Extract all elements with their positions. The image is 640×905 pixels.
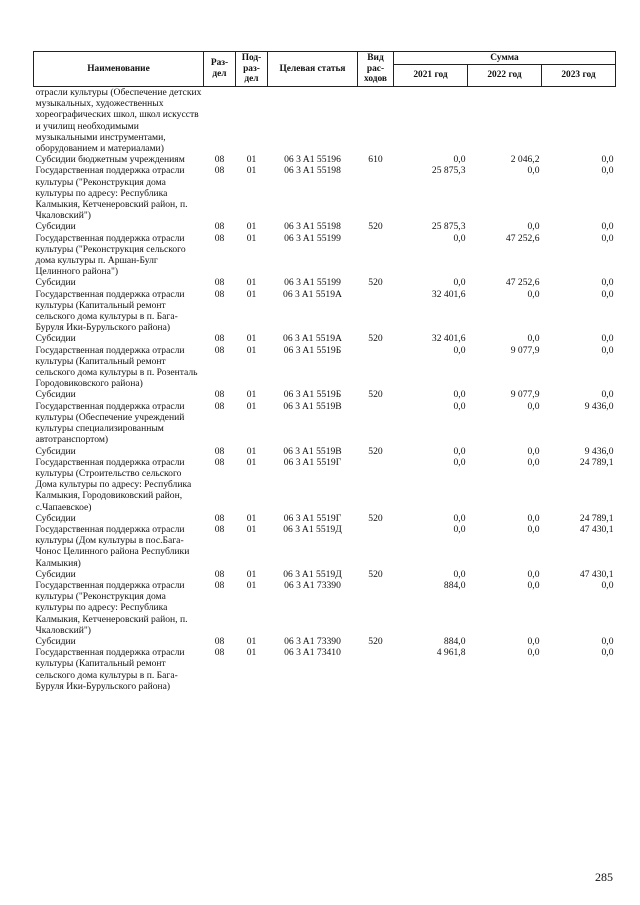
cell-sum-2023: 9 436,0 [584, 400, 614, 412]
cell-vid: 520 [368, 389, 383, 401]
table-body [34, 87, 616, 692]
cell-target: 06 3 A1 55199 [284, 277, 341, 289]
cell-razdel: 08 [214, 400, 225, 412]
budget-table [33, 51, 616, 692]
cell-podrazdel: 01 [246, 512, 257, 524]
cell-vid [358, 647, 394, 692]
cell-target: 06 3 A1 5519Г [283, 456, 342, 468]
cell-name: Государственная поддержка отрасли культуры ("Реконструкция дома культуры по адресу: Республика Калмыкия, Кетченеровский район, п. Чкаловский") [35, 579, 188, 636]
cell-sum-2021: 25 875,3 [431, 221, 466, 233]
header-razdel: Раз-дел [204, 52, 236, 87]
cell-razdel: 08 [214, 333, 225, 345]
cell-sum-2022: 0,0 [527, 333, 540, 345]
cell-name: Субсидии [35, 389, 76, 401]
cell-podrazdel: 01 [246, 579, 257, 591]
cell-sum-2022: 0,0 [527, 635, 540, 647]
cell-target: 06 3 A1 5519Б [283, 389, 342, 401]
cell-sum-2021: 884,0 [443, 579, 466, 591]
cell-sum-2023: 0,0 [601, 154, 614, 166]
cell-sum-2021: 0,0 [453, 344, 466, 356]
cell-vid [358, 457, 394, 513]
header-target: Целевая статья [268, 52, 358, 87]
cell-podrazdel: 01 [246, 344, 257, 356]
cell-sum-2022: 0,0 [527, 288, 540, 300]
cell-sum-2023: 9 436,0 [584, 445, 614, 457]
table-row [34, 154, 616, 165]
cell-target: 06 3 A1 55198 [284, 165, 341, 177]
cell-sum-2021: 4 961,8 [436, 647, 466, 659]
cell-name: Государственная поддержка отрасли культуры (Дом культуры в пос.Бага-Чонос Целинного района Республики Калмыкия) [35, 523, 190, 569]
cell-sum-2022: 0,0 [527, 647, 540, 659]
cell-vid [358, 289, 394, 334]
cell-sum-2021: 0,0 [453, 512, 466, 524]
cell-razdel: 08 [214, 579, 225, 591]
cell-razdel: 08 [214, 344, 225, 356]
cell-razdel: 08 [214, 389, 225, 401]
cell-target: 06 3 A1 5519A [283, 288, 342, 300]
cell-vid: 520 [368, 512, 383, 524]
cell-razdel: 08 [214, 512, 225, 524]
cell-sum-2022: 9 077,9 [510, 344, 540, 356]
cell-target: 06 3 A1 5519Д [283, 523, 342, 535]
header-2021: 2021 год [394, 65, 468, 87]
cell-podrazdel: 01 [246, 165, 257, 177]
cell-name: Субсидии [35, 635, 76, 647]
cell-target: 06 3 A1 73390 [284, 579, 341, 591]
cell-target: 06 3 A1 73390 [284, 635, 341, 647]
cell-name: Субсидии бюджетным учреждениям [35, 154, 185, 166]
cell-vid: 520 [368, 333, 383, 345]
cell-podrazdel: 01 [246, 456, 257, 468]
table-row [34, 569, 616, 580]
cell-podrazdel: 01 [246, 647, 257, 659]
cell-name: Субсидии [35, 221, 76, 233]
cell-sum-2021: 0,0 [453, 154, 466, 166]
cell-sum-2022: 0,0 [527, 512, 540, 524]
table-row [34, 233, 616, 278]
cell-sum-2021: 0,0 [453, 523, 466, 535]
header-name: Наименование [34, 52, 204, 87]
header-vid: Вид рас-ходов [358, 52, 394, 87]
table-row [34, 513, 616, 524]
cell-target: 06 3 A1 55196 [284, 154, 341, 166]
cell-sum-2021 [394, 87, 468, 155]
cell-razdel: 08 [214, 277, 225, 289]
cell-vid: 610 [368, 154, 383, 166]
cell-sum-2022: 2 046,2 [510, 154, 540, 166]
table-row [34, 333, 616, 344]
cell-sum-2022: 0,0 [527, 165, 540, 177]
cell-vid: 520 [368, 277, 383, 289]
cell-sum-2023: 0,0 [601, 635, 614, 647]
cell-sum-2021: 0,0 [453, 568, 466, 580]
cell-target: 06 3 A1 5519Г [283, 512, 342, 524]
cell-target: 06 3 A1 5519В [283, 400, 342, 412]
cell-sum-2022: 0,0 [527, 523, 540, 535]
cell-sum-2022: 47 252,6 [505, 232, 540, 244]
table-header [34, 52, 616, 87]
cell-sum-2023: 24 789,1 [579, 456, 614, 468]
cell-vid: 520 [368, 221, 383, 233]
table-row [34, 636, 616, 647]
cell-razdel: 08 [214, 232, 225, 244]
cell-sum-2021: 25 875,3 [431, 165, 466, 177]
cell-vid [358, 345, 394, 390]
cell-podrazdel: 01 [246, 389, 257, 401]
cell-target: 06 3 A1 5519A [283, 333, 342, 345]
cell-sum-2023: 0,0 [601, 221, 614, 233]
cell-target: 06 3 A1 55198 [284, 221, 341, 233]
table-row [34, 277, 616, 288]
cell-vid: 520 [368, 568, 383, 580]
cell-sum-2023: 24 789,1 [579, 512, 614, 524]
cell-razdel: 08 [214, 568, 225, 580]
cell-podrazdel: 01 [246, 154, 257, 166]
cell-name: Государственная поддержка отрасли культуры (Капитальный ремонт сельского дома культуры в п. Бага-Буруля Ики-Бурульского района) [35, 288, 185, 334]
cell-sum-2023: 0,0 [601, 232, 614, 244]
cell-sum-2023: 0,0 [601, 647, 614, 659]
cell-razdel [204, 87, 236, 155]
cell-vid [358, 87, 394, 155]
cell-razdel: 08 [214, 445, 225, 457]
cell-name: Государственная поддержка отрасли культуры (Капитальный ремонт сельского дома культуры в п. Розенталь Городовиковского района) [35, 344, 198, 390]
cell-podrazdel: 01 [246, 445, 257, 457]
cell-target: 06 3 A1 5519В [283, 445, 342, 457]
cell-podrazdel: 01 [246, 288, 257, 300]
cell-sum-2022: 0,0 [527, 445, 540, 457]
cell-name: Субсидии [35, 445, 76, 457]
table-row [34, 457, 616, 513]
table-row [34, 345, 616, 390]
cell-sum-2021: 0,0 [453, 456, 466, 468]
cell-razdel: 08 [214, 165, 225, 177]
cell-vid [358, 524, 394, 569]
cell-name: Субсидии [35, 568, 76, 580]
cell-razdel: 08 [214, 523, 225, 535]
cell-sum-2023 [542, 87, 616, 155]
cell-sum-2021: 32 401,6 [431, 288, 466, 300]
cell-sum-2022: 47 252,6 [505, 277, 540, 289]
cell-sum-2022: 9 077,9 [510, 389, 540, 401]
cell-sum-2023: 0,0 [601, 277, 614, 289]
cell-podrazdel [236, 87, 268, 155]
cell-name: Государственная поддержка отрасли культуры ("Реконструкция сельского дома культуры п. Аршан-Булг Целинного района") [35, 232, 186, 278]
cell-sum-2023: 0,0 [601, 288, 614, 300]
cell-sum-2023: 0,0 [601, 344, 614, 356]
cell-sum-2023: 0,0 [601, 579, 614, 591]
cell-vid [358, 401, 394, 446]
cell-sum-2021: 0,0 [453, 232, 466, 244]
cell-sum-2023: 0,0 [601, 389, 614, 401]
cell-name: Государственная поддержка отрасли культуры ("Реконструкция дома культуры по адресу: Республика Калмыкия, Кетченеровский район, п. Чкаловский") [35, 165, 188, 222]
cell-target: 06 3 A1 5519Б [283, 344, 342, 356]
cell-razdel: 08 [214, 635, 225, 647]
cell-name: Государственная поддержка отрасли культуры (Строительство сельского Дома культуры по адресу: Республика Калмыкия, Городовиковский район, с.Чапаевское) [35, 456, 192, 513]
cell-podrazdel: 01 [246, 333, 257, 345]
cell-target: 06 3 A1 73410 [284, 647, 341, 659]
cell-sum-2021: 0,0 [453, 445, 466, 457]
table-row [34, 446, 616, 457]
cell-sum-2021: 0,0 [453, 400, 466, 412]
cell-razdel: 08 [214, 647, 225, 659]
cell-sum-2022: 0,0 [527, 400, 540, 412]
cell-target [268, 87, 358, 155]
cell-podrazdel: 01 [246, 635, 257, 647]
table-row [34, 524, 616, 569]
cell-sum-2022: 0,0 [527, 568, 540, 580]
page-number: 285 [595, 870, 613, 884]
table-row [34, 580, 616, 636]
cell-name: Субсидии [35, 277, 76, 289]
cell-podrazdel: 01 [246, 568, 257, 580]
cell-podrazdel: 01 [246, 221, 257, 233]
cell-sum-2023: 0,0 [601, 165, 614, 177]
cell-sum-2023: 47 430,1 [579, 523, 614, 535]
header-sum: Сумма [394, 52, 616, 65]
cell-podrazdel: 01 [246, 400, 257, 412]
cell-target: 06 3 A1 55199 [284, 232, 341, 244]
cell-sum-2022: 0,0 [527, 456, 540, 468]
header-2023: 2023 год [542, 65, 616, 87]
cell-razdel: 08 [214, 288, 225, 300]
cell-razdel: 08 [214, 456, 225, 468]
cell-vid [358, 233, 394, 278]
cell-name: Государственная поддержка отрасли культуры (Обеспечение учреждений культуры специализированным автотранспортом) [35, 400, 185, 446]
cell-podrazdel: 01 [246, 523, 257, 535]
cell-vid [358, 580, 394, 636]
cell-sum-2022 [468, 87, 542, 155]
cell-podrazdel: 01 [246, 277, 257, 289]
table-row [34, 221, 616, 232]
table-row [34, 165, 616, 221]
cell-name: Государственная поддержка отрасли культуры (Капитальный ремонт сельского дома культуры в п. Бага-Буруля Ики-Бурульского района) [35, 647, 185, 692]
cell-vid [358, 165, 394, 221]
cell-vid: 520 [368, 635, 383, 647]
table-row [34, 401, 616, 446]
cell-target: 06 3 A1 5519Д [283, 568, 342, 580]
cell-sum-2023: 47 430,1 [579, 568, 614, 580]
table-row [34, 389, 616, 400]
cell-podrazdel: 01 [246, 232, 257, 244]
cell-sum-2022: 0,0 [527, 221, 540, 233]
header-2022: 2022 год [468, 65, 542, 87]
cell-vid: 520 [368, 445, 383, 457]
cell-sum-2021: 884,0 [443, 635, 466, 647]
table-row [34, 87, 616, 155]
cell-razdel: 08 [214, 154, 225, 166]
cell-sum-2023: 0,0 [601, 333, 614, 345]
table-row [34, 289, 616, 334]
cell-sum-2021: 0,0 [453, 389, 466, 401]
cell-sum-2021: 0,0 [453, 277, 466, 289]
cell-sum-2021: 32 401,6 [431, 333, 466, 345]
cell-name: отрасли культуры (Обеспечение детских музыкальных, художественных хореографических школ, школ искусств и училищ необходимыми музыкальными инструментами, оборудованием и материалами) [35, 87, 202, 155]
header-podrazdel: Под-раз-дел [236, 52, 268, 87]
cell-name: Субсидии [35, 333, 76, 345]
cell-razdel: 08 [214, 221, 225, 233]
table-row [34, 647, 616, 692]
cell-name: Субсидии [35, 512, 76, 524]
cell-sum-2022: 0,0 [527, 579, 540, 591]
